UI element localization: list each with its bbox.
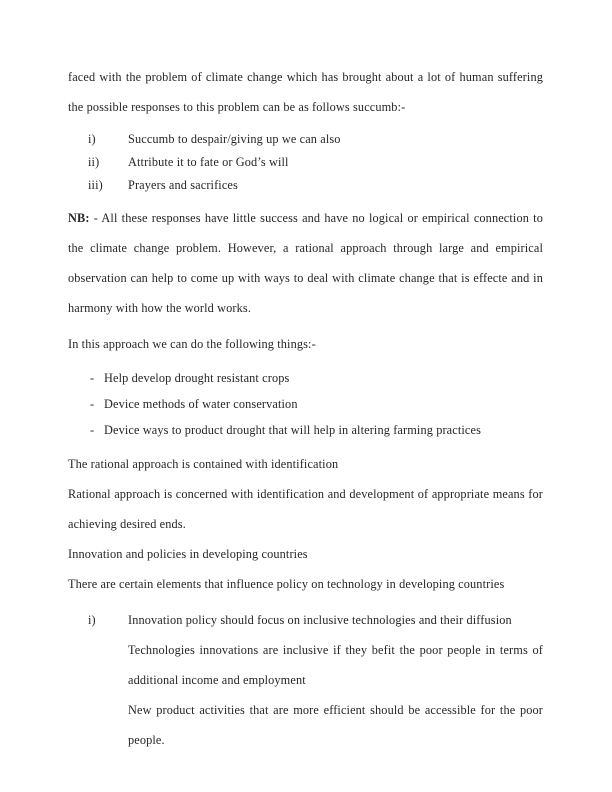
document-body	[68, 62, 543, 755]
intro-paragraph: faced with the problem of climate change which has brought about a lot of human suffering the possible responses to this problem can be as follows succumb:-	[68, 70, 543, 114]
list-item-text: Help develop drought resistant crops	[104, 371, 290, 385]
dash-marker: -	[90, 371, 95, 385]
rational-paragraph: Rational approach is concerned with identification and development of appropriate means for achieving desired ends.	[68, 487, 543, 531]
dash-marker: -	[90, 423, 95, 437]
list-item-text: Device ways to product drought that will help in altering farming practices	[104, 423, 481, 437]
list-marker: iii)	[88, 178, 103, 192]
innovation-item-body	[128, 605, 543, 755]
list-item	[68, 174, 543, 197]
innovation-sub-paragraph: New product activities that are more efficient should be accessible for the poor people.	[128, 703, 543, 747]
list-item	[68, 151, 543, 174]
list-marker: ii)	[88, 155, 100, 169]
nb-paragraph	[68, 203, 543, 323]
list-item-text: Prayers and sacrifices	[128, 178, 238, 192]
list-item	[68, 391, 543, 417]
list-item	[68, 365, 543, 391]
approach-items-list	[68, 365, 543, 443]
nb-label: NB:	[68, 211, 90, 225]
list-item	[68, 128, 543, 151]
list-item	[68, 417, 543, 443]
rational-heading: The rational approach is contained with identification	[68, 457, 339, 471]
innovation-heading: Innovation and policies in developing countries	[68, 547, 308, 561]
innovation-intro: There are certain elements that influence policy on technology in developing countries	[68, 577, 505, 591]
list-item-text: Attribute it to fate or God’s will	[128, 155, 289, 169]
innovation-item-lead: Innovation policy should focus on inclusive technologies and their diffusion	[128, 613, 512, 627]
list-item-text: Device methods of water conservation	[104, 397, 298, 411]
list-marker: i)	[88, 613, 96, 627]
responses-list	[68, 128, 543, 197]
innovation-sub-paragraph: Technologies innovations are inclusive if they befit the poor people in terms of additional income and employment	[128, 643, 543, 687]
nb-text: - All these responses have little success and have no logical or empirical connection to the climate change problem. However, a rational approach through large and empirical observation can help to come up with ways to deal with climate change that is effecte and in harmony with how the world works.	[68, 211, 543, 315]
dash-marker: -	[90, 397, 95, 411]
list-item-text: Succumb to despair/giving up we can also	[128, 132, 341, 146]
list-marker: i)	[88, 132, 96, 146]
approach-intro: In this approach we can do the following things:-	[68, 337, 316, 351]
innovation-item	[68, 605, 543, 755]
